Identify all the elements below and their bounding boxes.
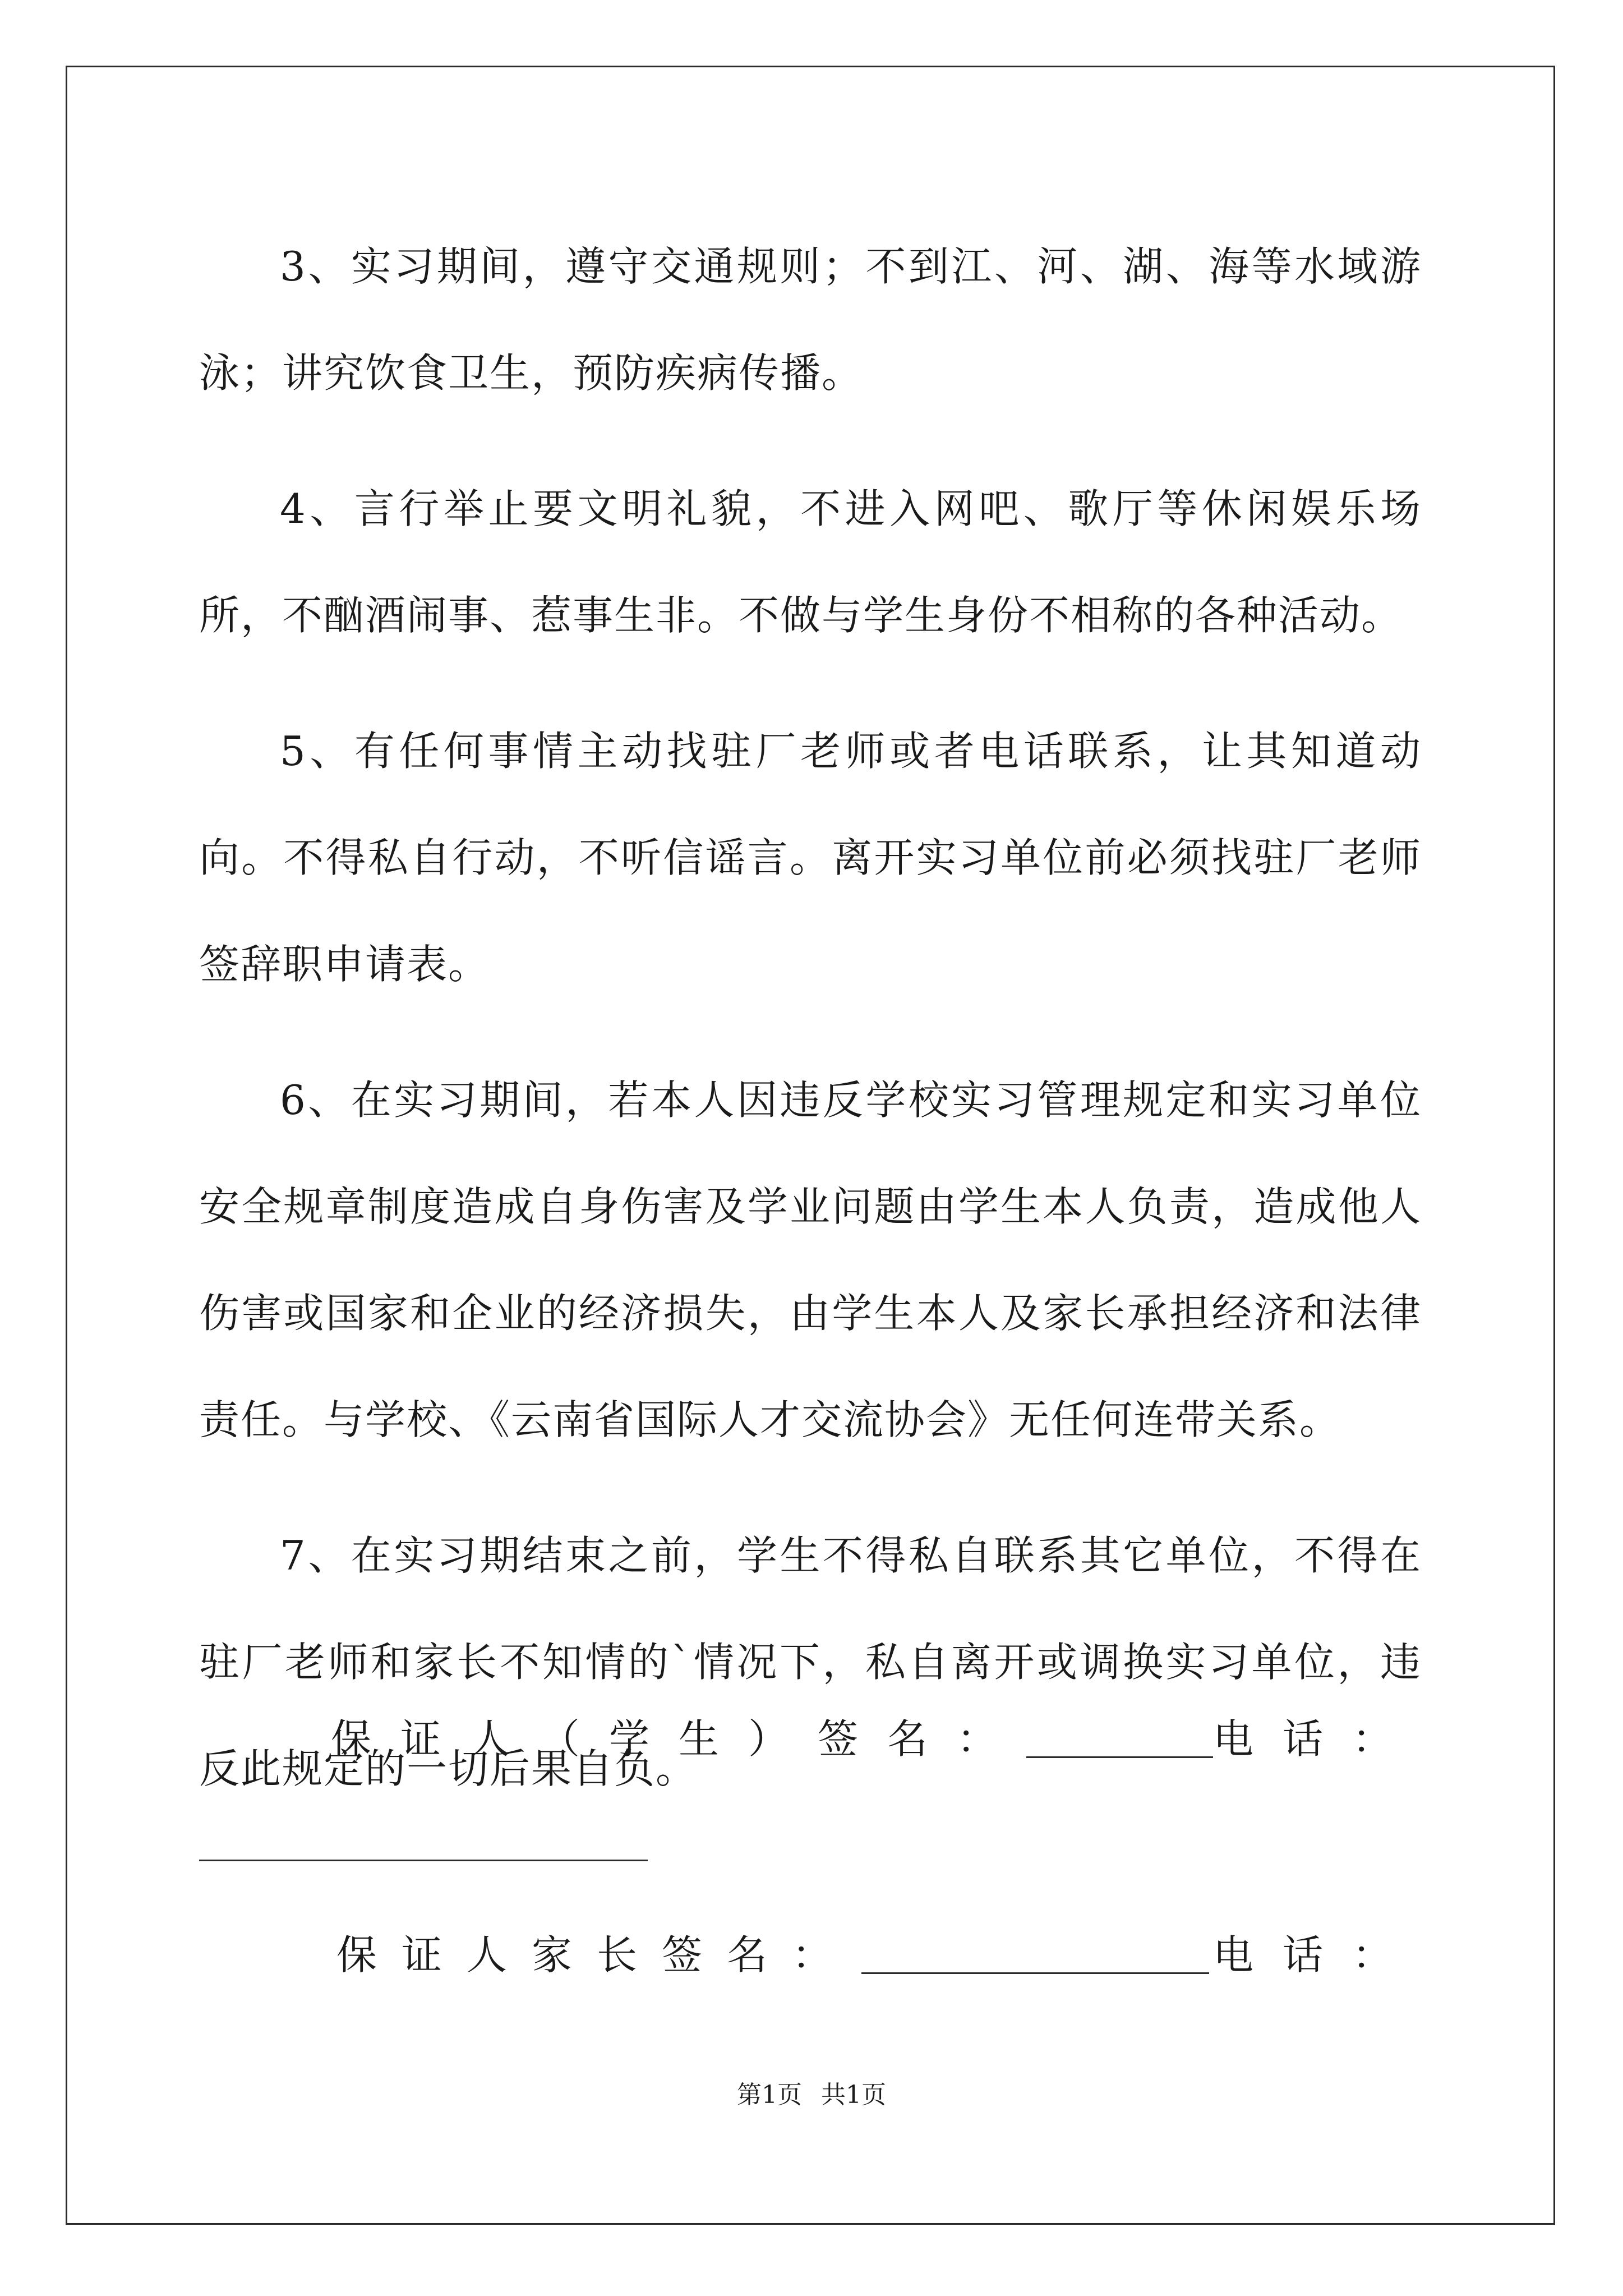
parent-signature-row — [336, 1927, 1422, 1983]
document-body — [199, 213, 1422, 1851]
paragraph-5: 5、有任何事情主动找驻厂老师或者电话联系，让其知道动向。不得私自行动，不听信谣言。离开实习单位前必须找驻厂老师签辞职申请表。 — [199, 728, 1422, 988]
paragraph-7: 7、在实习期结束之前，学生不得私自联系其它单位，不得在驻厂老师和家长不知情的`情况下，私自离开或调换实习单位，违反此规定的一切后果自负。 — [199, 1532, 1422, 1792]
student-signature-blank[interactable] — [1026, 1720, 1213, 1758]
page-current-number: 第1页 — [737, 2081, 802, 2109]
page-total-count: 共1页 — [821, 2081, 886, 2109]
page-footer — [0, 2078, 1623, 2112]
paragraph-3: 3、实习期间，遵守交通规则；不到江、河、湖、海等水域游泳；讲究饮食卫生，预防疾病传播。 — [199, 243, 1422, 397]
parent-signature-label: 保证人家长签名： — [336, 1931, 857, 1978]
student-phone-blank[interactable] — [199, 1860, 648, 1861]
parent-phone-label: 电话： — [1212, 1931, 1422, 1978]
parent-signature-blank[interactable] — [861, 1936, 1209, 1974]
student-phone-label: 电话： — [1212, 1715, 1422, 1763]
paragraph-4: 4、言行举止要文明礼貌，不进入网吧、歌厅等休闲娱乐场所，不酗酒闹事、惹事生非。不做与学生身份不相称的各种活动。 — [199, 485, 1422, 639]
student-signature-label: 保证人（学生）签名： — [331, 1715, 1027, 1763]
student-signature-row — [331, 1711, 1422, 1767]
paragraph-6: 6、在实习期间，若本人因违反学校实习管理规定和实习单位安全规章制度造成自身伤害及学业问题由学生本人负责，造成他人伤害或国家和企业的经济损失，由学生本人及家长承担经济和法律责任。与学校、《云南省国际人才交流协会》无任何连带关系。 — [199, 1076, 1422, 1443]
